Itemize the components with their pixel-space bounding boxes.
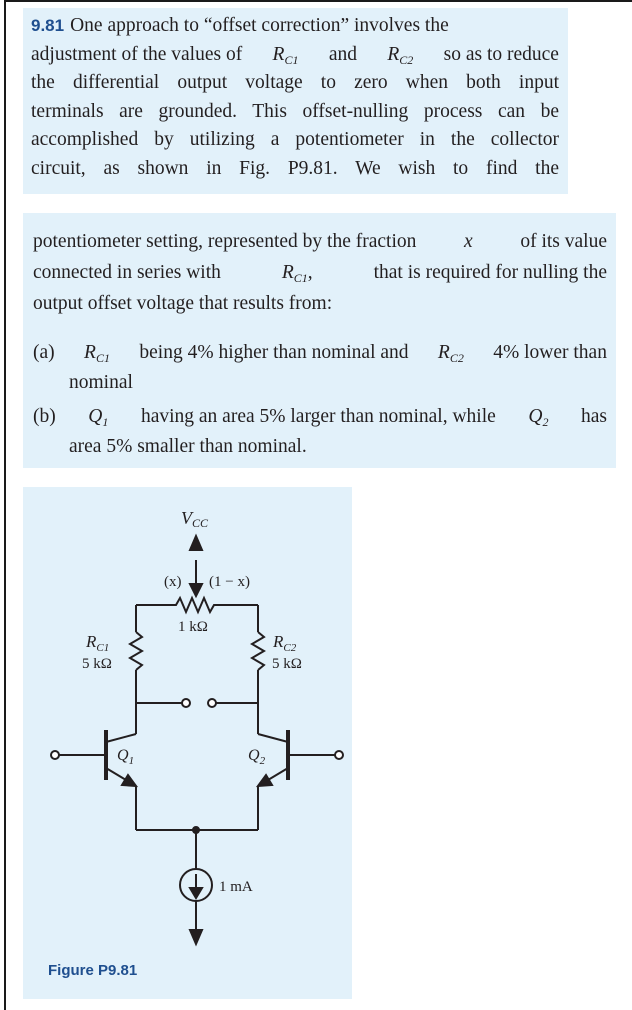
q1-emitter-arrow-icon (122, 775, 136, 786)
rc2-value-label: 5 kΩ (272, 656, 302, 672)
part-a-label: (a) (33, 342, 55, 363)
q2-emitter-arrow-icon (258, 775, 272, 786)
input-terminal-right (335, 751, 343, 759)
statement-line-3: the differential output voltage to zero when both input (31, 72, 559, 93)
rc1-resistor (130, 632, 142, 670)
q1-collector-lead (106, 734, 136, 742)
continuation-line-2: connected in series with $R_{C1}$, that is required for nulling the (33, 262, 607, 285)
part-b-label: (b) (33, 406, 56, 427)
continuation-line-3: output offset voltage that results from: (33, 293, 333, 314)
negative-supply-arrow-icon (190, 930, 202, 944)
output-terminal-right (208, 699, 216, 707)
statement-line-5: accomplished by utilizing a potentiometer in the collector (31, 129, 559, 150)
statement-line-6: circuit, as shown in Fig. P9.81. We wish to find the (31, 158, 559, 179)
current-direction-arrow-icon (190, 888, 202, 898)
problem-number: 9.81 (31, 16, 65, 35)
potentiometer-resistor (136, 598, 258, 612)
statement-line-4: terminals are grounded. This offset-nulling process can be (31, 101, 559, 122)
wiper-arrow-icon (190, 584, 202, 596)
output-terminal-left (182, 699, 190, 707)
rc2-label: $R_{C2}$ (273, 632, 297, 654)
q2-collector-lead (258, 734, 288, 742)
part-b-line-2: area 5% smaller than nominal. (69, 436, 307, 457)
part-a-line-2: nominal (69, 372, 133, 393)
figure-caption: Figure P9.81 (48, 962, 138, 979)
statement-line-2: adjustment of the values of $R_{C1}$ and $R_{C2}$ so as to reduce (31, 44, 559, 67)
rc1-value-label: 5 kΩ (82, 656, 112, 672)
input-terminal-left (51, 751, 59, 759)
continuation-line-1: potentiometer setting, represented by the fraction x of its value (33, 231, 607, 252)
rc2-resistor (252, 632, 264, 670)
pot-right-label: (1 − x) (209, 574, 250, 590)
vcc-arrow-icon (190, 536, 202, 550)
rc1-label: $R_{C1}$ (86, 632, 110, 654)
part-b-line-1: (b) $Q_1$ having an area 5% larger than nominal, while $Q_2$ has (33, 403, 607, 436)
statement-text-1: One approach to “offset correction” involves the (70, 15, 449, 36)
pot-value-label: 1 kΩ (178, 619, 208, 635)
vcc-label: VCC (181, 508, 209, 530)
q2-label: $Q_2$ (248, 747, 266, 767)
q1-label: $Q_1$ (117, 747, 135, 767)
pot-left-label: (x) (164, 574, 182, 590)
part-a-line-1: (a) $R_{C1}$ being 4% higher than nominal and $R_{C2}$ 4% lower than (33, 339, 607, 372)
current-value-label: 1 mA (219, 879, 253, 895)
